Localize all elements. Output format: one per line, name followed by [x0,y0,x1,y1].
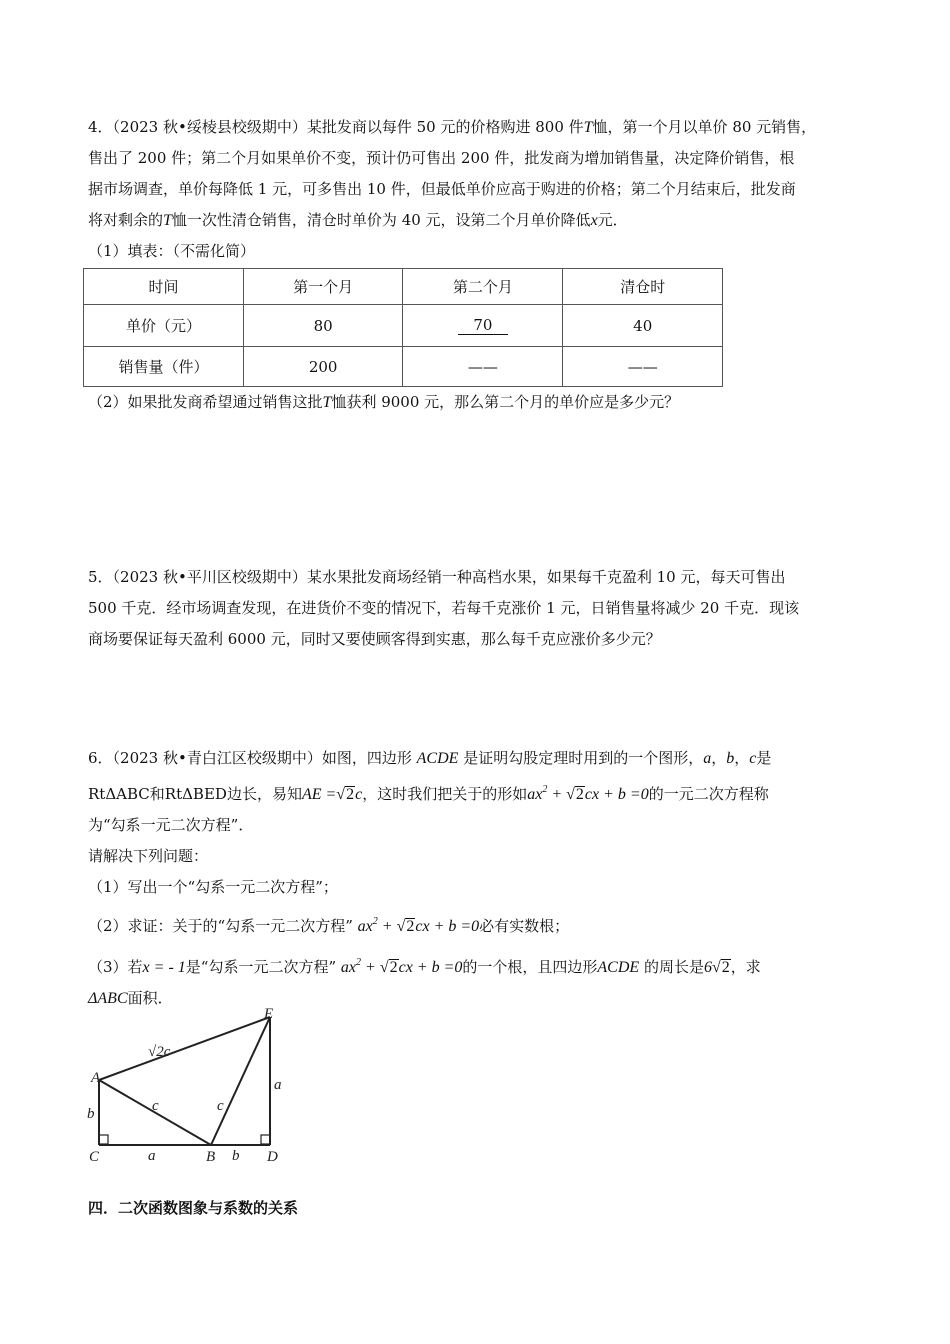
q6-he: 和 [149,785,165,803]
answer-blank[interactable]: —— [563,347,723,387]
question-4 [88,112,868,267]
q6-line-3: 为“勾系一元二次方程”． [88,816,254,834]
q6-sub-3d: 的周长是 [643,958,704,976]
table-cell: 40 [563,305,723,347]
comma: ， [734,749,750,767]
q6-sub-1: （1）写出一个“勾系一元二次方程”； [88,878,338,896]
eq-plus: + [603,786,614,803]
table-header: 第一个月 [243,269,402,305]
q6-sub-3b: 是“勾系一元二次方程” [185,958,337,976]
eq-exp: 2 [356,957,362,968]
var-T: T [583,119,593,136]
side-be: c [217,1098,224,1114]
row-label-price: 单价（元） [84,305,244,347]
answer-blank[interactable]: 70 [458,316,508,335]
eq-cx: cx [398,959,413,976]
q6-line-2a: 边长，易知 [226,785,302,803]
eq-zero: =0 [629,786,649,803]
eq-ax: ax [357,918,373,935]
q4-line-4c: 元． [597,211,628,229]
label-d: D [267,1149,278,1165]
rt-bed: RtΔBED [164,785,227,803]
q5-line-1: 5．（2023 秋•平川区校级期中）某水果批发商场经销一种高档水果，如果每千克盈利 10 元，每天可售出 [88,568,786,586]
eq-exp: 2 [542,784,548,795]
table-cell: 80 [243,305,402,347]
sqrt-2: 2 [346,786,355,803]
q6-sub-3e: ，求 [730,958,761,976]
q4-line-4: 将对剩余的 [88,211,164,229]
sqrt-2: 2 [721,959,730,976]
q6-line-1b: 是证明勾股定理时用到的一个图形， [463,749,704,767]
label-e: E [264,1006,274,1022]
q4-line-1: 4．（2023 秋•绥棱县校级期中）某批发商以每件 50 元的价格购进 800 件 [88,118,584,136]
q6-sub-2b: 的“勾系一元二次方程” [202,917,353,935]
var-T: T [322,394,332,411]
var-T: T [163,212,172,229]
q4-table [83,268,723,387]
row-label-sales: 销售量（件） [84,347,244,387]
eq-zero: =0 [443,959,463,976]
var-x: x [590,212,598,229]
expr-ae: AE = [301,786,337,803]
expr-x-eq: x = - 1 [142,959,186,976]
triangle-abc: ΔABC [88,990,128,1007]
sqrt-2: 2 [406,918,415,935]
q6-sub-3c: 的一个根，且四边形 [462,958,598,976]
eq-ax: ax [340,959,357,976]
sqrt-2: 2 [389,959,398,976]
eq-b: b [617,786,626,803]
q6-sub-3a: （3）若 [88,958,143,976]
q6-line-1a: 6．（2023 秋•青白江区校级期中）如图，四边形 [88,749,412,767]
right-angle-c [99,1135,108,1144]
q4-sub-2b: 恤获利 9000 元，那么第二个月的单价应是多少元？ [331,393,680,411]
table-header: 清仓时 [563,269,723,305]
var-ACDE: ACDE [597,959,640,976]
table-cell[interactable] [403,305,563,347]
side-ac: b [87,1106,95,1122]
q6-sub-3f: 面积． [127,989,173,1007]
right-angle-d [261,1135,270,1144]
table-row [84,269,723,305]
q4-line-2: 售出了 200 件；第二个月如果单价不变，预计仍可售出 200 件，批发商为增加销售量，决定降价销售，根 [88,149,795,167]
eq-plus: + [551,786,563,803]
num-six: 6 [703,959,712,976]
side-bd: b [232,1148,240,1164]
eq-b: b [431,959,440,976]
var-c: c [749,750,757,767]
q4-sub-2a: （2）如果批发商希望通过销售这批 [88,393,323,411]
q6-sub-2c: 必有实数根； [479,917,570,935]
var-b: b [726,750,735,767]
q4-sub-2 [88,387,868,418]
equation: $ax^2 + √2cx + b =0$ [357,916,480,935]
q4-sub-1: （1）填表：（不需化简） [88,242,256,260]
eq-cx: cx [584,786,600,803]
eq-cx: cx [415,918,430,935]
comma: ， [711,749,727,767]
eq-exp: 2 [372,916,378,927]
label-b: B [206,1149,216,1165]
q4-line-3: 据市场调查，单价每降低 1 元，可多售出 10 件，但最低单价应高于购进的价格；第二个月结束后，批发商 [88,180,796,198]
q5-line-2: 500 千克．经市场调查发现，在进货价不变的情况下，若每千克涨价 1 元，日销售量将减少 20 千克．现该 [88,599,800,617]
label-c: C [89,1149,100,1165]
table-row [84,305,723,347]
eq-plus: + [416,959,428,976]
answer-blank[interactable]: —— [403,347,563,387]
equation: $ax^2 + √2cx + b =0$ [527,784,649,803]
sqrt-2: 2 [575,786,584,803]
question-6: 6．（2023 秋•青白江区校级期中）如图，四边形 ACDE 是证明勾股定理时用到的一个图形，a，b，c是 RtΔABC和RtΔBED边长，易知AE =√2c，这时我们把关于的形如$ax^2 + √2cx + b =0$的一元二次方程称 为“勾系一元二次方程”． 请解决下列问题： （1）写出一个“勾系一元二次方程”； （2）求证：关于的“勾系一元二次方程” $ax^2 + √2cx + b =0$必有实数根； （3）若x = - 1是“勾系一元二次方程” $ax^2 + √2cx + b =0$的一个根，且四边形ACDE 的周长是6√2，求 ΔABC面积． [88,743,868,1014]
table-header: 第二个月 [403,269,563,305]
q6-line-2b: ，这时我们把关于 [362,785,483,803]
table-row [84,347,723,387]
q5-line-3: 商场要保证每天盈利 6000 元，同时又要使顾客得到实惠，那么每千克应涨价多少元？ [88,630,661,648]
q6-shi: 是 [756,749,772,767]
eq-b: b [448,918,457,935]
side-de: a [274,1077,282,1093]
eq-plus: + [381,918,393,935]
table-header: 时间 [84,269,244,305]
eq-plus: + [433,918,445,935]
var-ACDE: ACDE [416,750,459,767]
q6-line-2d: 的一元二次方程称 [648,785,769,803]
pythagoras-figure [82,1005,302,1165]
equation: $ax^2 + √2cx + b =0$ [340,957,463,976]
side-ae: √2c [148,1044,171,1060]
var-a: a [703,750,712,767]
eq-plus: + [365,959,376,976]
section-heading: 四．二次函数图象与系数的关系 [88,1199,299,1217]
side-ab: c [152,1098,159,1114]
q4-line-1b: 恤，第一个月以单价 80 元销售， [592,118,817,136]
rt-abc: RtΔABC [88,785,150,803]
table-cell: 200 [243,347,402,387]
label-a: A [91,1070,101,1086]
side-cb: a [148,1148,156,1164]
q6-line-4: 请解决下列问题： [88,847,209,865]
eq-ax: ax [527,786,543,803]
var-c: c [355,786,363,803]
question-5 [88,562,868,655]
q6-sub-2a: （2）求证：关于 [88,917,203,935]
q4-line-4b: 恤一次性清仓销售，清仓时单价为 40 元，设第二个月单价降低 [171,211,591,229]
eq-zero: =0 [460,918,480,935]
q6-line-2c: 的形如 [482,785,528,803]
